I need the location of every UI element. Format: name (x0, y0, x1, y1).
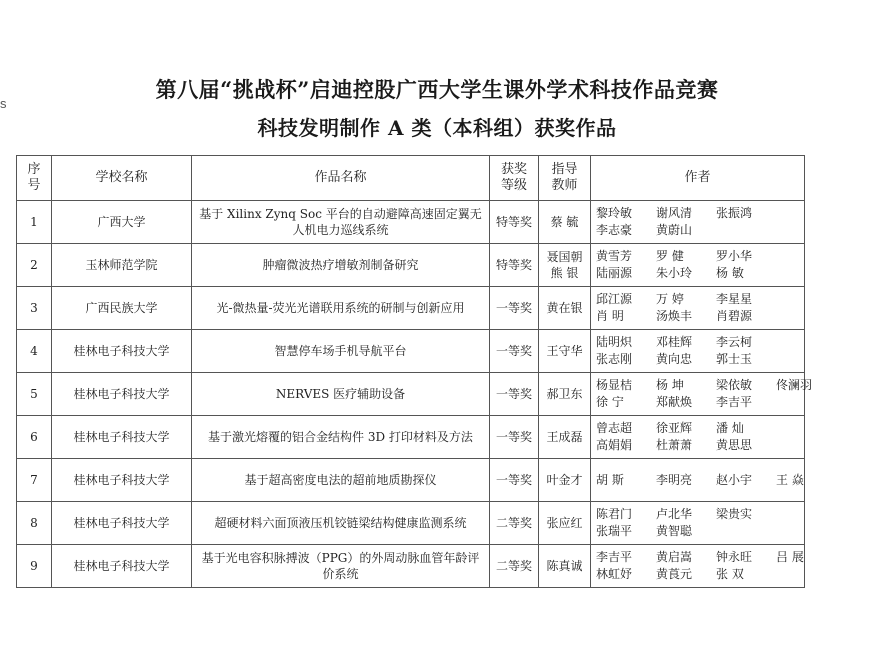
author-name: 黄启嵩 (656, 550, 693, 564)
row-award: 一等奖 (490, 459, 539, 502)
author-name: 黄思思 (716, 438, 753, 452)
author-name: 罗 健 (656, 249, 684, 263)
author-line (596, 334, 802, 351)
row-advisor: 蔡 毓 (539, 201, 591, 244)
header-school: 学校名称 (52, 156, 192, 201)
row-advisor: 陈真诚 (539, 545, 591, 588)
row-award: 特等奖 (490, 201, 539, 244)
author-name: 钟永旺 (716, 550, 753, 564)
row-work: 超硬材料六面顶液压机铰链梁结构健康监测系统 (192, 502, 490, 545)
row-authors (591, 373, 813, 416)
author-name: 李云柯 (716, 335, 753, 349)
author-name: 李明亮 (656, 472, 693, 487)
table-row (17, 373, 805, 416)
author-line (596, 222, 802, 239)
author-name: 陆明炽 (596, 335, 633, 349)
header-authors: 作者 (591, 156, 805, 201)
author-name: 李志豪 (596, 223, 633, 237)
row-work: NERVES 医疗辅助设备 (192, 373, 490, 416)
author-name: 汤焕丰 (656, 309, 693, 323)
author-name: 梁依敏 (716, 378, 753, 392)
author-name: 黄雪芳 (596, 249, 633, 263)
author-line (596, 437, 802, 454)
author-name: 黄蔚山 (656, 223, 693, 237)
author-line (596, 523, 802, 540)
row-work: 光-微热量-荧光光谱联用系统的研制与创新应用 (192, 287, 490, 330)
author-name: 谢风清 (656, 206, 693, 220)
row-award: 一等奖 (490, 330, 539, 373)
header-seq: 序 号 (17, 156, 52, 201)
table-row (17, 287, 805, 330)
author-line (596, 351, 802, 368)
row-award: 特等奖 (490, 244, 539, 287)
header-advisor: 指导 教师 (539, 156, 591, 201)
row-authors (591, 502, 805, 545)
author-name: 黄向忠 (656, 352, 693, 366)
table-row (17, 459, 805, 502)
document-title: 第八届“挑战杯”启迪控股广西大学生课外学术科技作品竞赛 (155, 77, 719, 102)
author-name: 胡 斯 (596, 472, 624, 487)
row-seq: 4 (17, 330, 52, 373)
row-school: 玉林师范学院 (52, 244, 192, 287)
table-row (17, 330, 805, 373)
table-header-row (17, 156, 805, 201)
author-name: 李吉平 (716, 395, 753, 409)
row-school: 桂林电子科技大学 (52, 459, 192, 502)
author-line (596, 420, 802, 437)
author-name: 万 婷 (656, 292, 684, 306)
row-seq: 8 (17, 502, 52, 545)
row-seq: 7 (17, 459, 52, 502)
author-name: 张振鸿 (716, 206, 753, 220)
author-name: 李吉平 (596, 550, 633, 564)
author-name: 郭士玉 (716, 352, 753, 366)
author-name: 潘 灿 (716, 421, 744, 435)
row-award: 一等奖 (490, 416, 539, 459)
page-margin-mark: s (0, 96, 7, 111)
author-name: 赵小宇 (716, 472, 753, 487)
row-advisor: 黄在银 (539, 287, 591, 330)
row-work: 智慧停车场手机导航平台 (192, 330, 490, 373)
row-authors (591, 330, 805, 373)
row-seq: 5 (17, 373, 52, 416)
author-line (596, 205, 802, 222)
author-name: 郑献焕 (656, 395, 693, 409)
row-work: 基于光电容积脉搏波（PPG）的外周动脉血管年龄评价系统 (192, 545, 490, 588)
row-school: 桂林电子科技大学 (52, 545, 192, 588)
author-name: 张瑞平 (596, 524, 633, 538)
author-name: 卢北华 (656, 507, 693, 521)
table-row (17, 502, 805, 545)
row-work: 基于超高密度电法的超前地质勘探仪 (192, 459, 490, 502)
author-line (596, 308, 802, 325)
row-school: 桂林电子科技大学 (52, 330, 192, 373)
author-name: 张志刚 (596, 352, 633, 366)
awards-table (16, 155, 813, 588)
row-authors (591, 201, 805, 244)
author-line (596, 472, 802, 489)
table-row (17, 545, 805, 588)
header-award: 获奖 等级 (490, 156, 539, 201)
row-advisor: 叶金才 (539, 459, 591, 502)
author-name: 张 双 (716, 567, 744, 581)
author-line (596, 291, 802, 308)
row-authors (591, 287, 805, 330)
row-award: 一等奖 (490, 287, 539, 330)
author-name: 吕 展 (776, 550, 804, 564)
row-school: 广西大学 (52, 201, 192, 244)
row-school: 桂林电子科技大学 (52, 502, 192, 545)
row-advisor: 郝卫东 (539, 373, 591, 416)
row-seq: 3 (17, 287, 52, 330)
author-name: 佟澜羽 (776, 378, 813, 392)
author-line (596, 394, 802, 411)
author-name: 曾志超 (596, 421, 633, 435)
document-subtitle: 科技发明制作 A 类（本科组）获奖作品 (257, 116, 617, 140)
row-authors (591, 545, 805, 588)
row-seq: 9 (17, 545, 52, 588)
author-name: 邱江源 (596, 292, 633, 306)
row-authors (591, 416, 805, 459)
row-school: 桂林电子科技大学 (52, 416, 192, 459)
row-advisor: 王守华 (539, 330, 591, 373)
row-award: 二等奖 (490, 502, 539, 545)
author-name: 陈君门 (596, 507, 633, 521)
author-name: 罗小华 (716, 249, 753, 263)
table-row (17, 244, 805, 287)
author-line (596, 506, 802, 523)
row-school: 广西民族大学 (52, 287, 192, 330)
author-name: 梁贵实 (716, 507, 753, 521)
row-authors (591, 459, 805, 502)
author-name: 高娟娟 (596, 438, 633, 452)
row-award: 一等奖 (490, 373, 539, 416)
row-seq: 6 (17, 416, 52, 459)
author-name: 林虹妤 (596, 567, 633, 581)
row-advisor: 王成磊 (539, 416, 591, 459)
header-work: 作品名称 (192, 156, 490, 201)
author-line (596, 549, 802, 566)
row-authors (591, 244, 805, 287)
row-award: 二等奖 (490, 545, 539, 588)
row-advisor: 聂国朝 熊 银 (539, 244, 591, 287)
author-name: 徐亚辉 (656, 421, 693, 435)
row-work: 基于 Xilinx Zynq Soc 平台的自动避障高速固定翼无人机电力巡线系统 (192, 201, 490, 244)
author-name: 陆丽源 (596, 266, 633, 280)
table-row (17, 201, 805, 244)
author-name: 黎玲敏 (596, 206, 633, 220)
author-name: 杜萧萧 (656, 438, 693, 452)
row-work: 肿瘤微波热疗增敏剂制备研究 (192, 244, 490, 287)
table-row (17, 416, 805, 459)
row-school: 桂林电子科技大学 (52, 373, 192, 416)
author-name: 邓桂辉 (656, 335, 693, 349)
author-name: 王 焱 (776, 472, 804, 487)
author-line (596, 248, 802, 265)
author-line (596, 265, 802, 282)
row-seq: 1 (17, 201, 52, 244)
row-work: 基于激光熔覆的铝合金结构件 3D 打印材料及方法 (192, 416, 490, 459)
author-name: 徐 宁 (596, 395, 624, 409)
row-advisor: 张应红 (539, 502, 591, 545)
author-name: 黄智聪 (656, 524, 693, 538)
author-name: 肖 明 (596, 309, 624, 323)
author-name: 杨 坤 (656, 378, 684, 392)
author-line (596, 566, 802, 583)
author-name: 李星星 (716, 292, 753, 306)
author-name: 肖碧源 (716, 309, 753, 323)
author-name: 朱小玲 (656, 266, 693, 280)
author-name: 杨 敏 (716, 266, 744, 280)
row-seq: 2 (17, 244, 52, 287)
author-name: 杨显桔 (596, 378, 633, 392)
author-line (596, 377, 813, 394)
author-name: 黄莨元 (656, 567, 693, 581)
